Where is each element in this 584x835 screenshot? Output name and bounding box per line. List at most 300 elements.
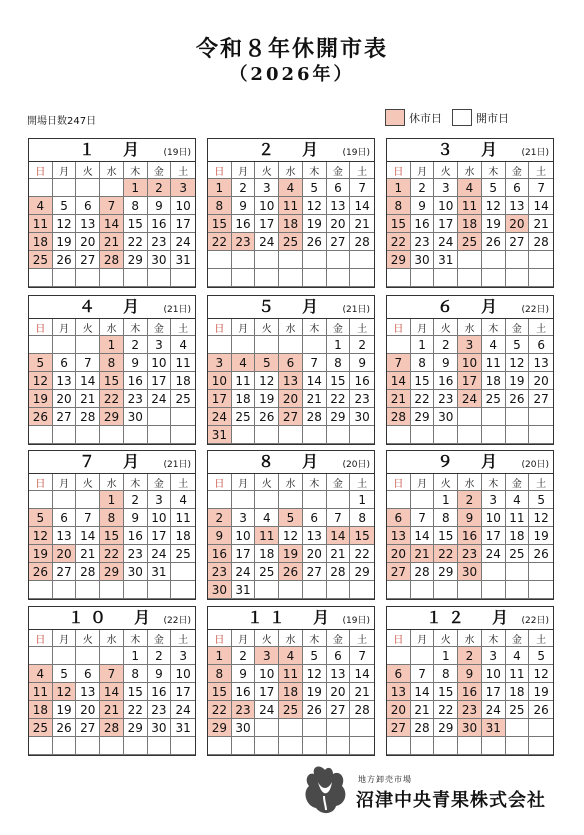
day-cell: 17 [171,683,195,701]
weekday-header: 木 [482,630,506,647]
day-cell: 26 [53,719,77,737]
day-cell: 9 [208,527,232,545]
day-cell: 6 [76,197,100,215]
day-cell: 18 [506,527,530,545]
day-cell: 14 [327,527,351,545]
empty-cell [506,426,530,444]
day-cell: 30 [208,581,232,599]
day-cell: 24 [171,701,195,719]
day-cell: 4 [255,509,279,527]
day-cell: 17 [434,215,458,233]
weekday-header: 月 [53,474,77,491]
month-header [208,451,374,474]
month-open-count: (21日) [163,460,191,470]
day-cell: 30 [434,408,458,426]
day-cell: 15 [434,527,458,545]
day-cell: 1 [124,647,148,665]
day-cell: 27 [76,251,100,269]
weekday-header: 土 [529,474,553,491]
day-cell: 25 [29,251,53,269]
empty-cell [279,581,303,599]
day-cell: 12 [482,197,506,215]
day-cell: 28 [411,719,435,737]
weekday-header: 水 [100,630,124,647]
empty-cell [76,426,100,444]
weekday-header: 火 [434,474,458,491]
day-cell: 10 [171,665,195,683]
day-cell: 4 [171,491,195,509]
day-cell: 15 [350,527,374,545]
day-cell: 6 [53,509,77,527]
weekday-header: 金 [506,319,530,336]
day-cell: 13 [76,683,100,701]
day-cell: 11 [458,197,482,215]
weekday-header: 日 [387,630,411,647]
day-cell: 1 [327,336,351,354]
day-cell: 11 [255,527,279,545]
month-name: １２ 月 [425,608,514,627]
month-open-count: (19日) [342,616,370,626]
weekday-header: 土 [529,630,553,647]
month-name: １１ 月 [246,608,335,627]
empty-cell [232,491,256,509]
day-cell: 2 [124,491,148,509]
empty-cell [148,737,172,755]
day-cell: 3 [482,491,506,509]
weekday-header: 月 [411,162,435,179]
day-cell: 18 [171,527,195,545]
day-cell: 8 [434,509,458,527]
day-cell: 1 [411,336,435,354]
day-cell: 27 [387,563,411,581]
day-cell: 13 [506,197,530,215]
day-cell: 6 [76,665,100,683]
day-cell: 10 [434,197,458,215]
empty-cell [458,426,482,444]
day-cell: 19 [29,390,53,408]
day-cell: 30 [124,563,148,581]
day-cell: 11 [279,665,303,683]
month-calendar [28,295,196,445]
month-name: ３ 月 [436,140,503,159]
weekday-header: 木 [124,474,148,491]
day-cell: 8 [327,354,351,372]
month-open-count: (21日) [521,148,549,158]
day-cell: 13 [387,527,411,545]
day-cell: 5 [506,336,530,354]
month-name: ９ 月 [436,452,503,471]
day-cell: 16 [434,372,458,390]
empty-cell [411,647,435,665]
empty-cell [458,251,482,269]
empty-cell [53,737,77,755]
day-cell: 28 [303,408,327,426]
weekday-header: 土 [171,162,195,179]
day-cell: 2 [458,647,482,665]
day-cell: 29 [434,719,458,737]
day-cell: 25 [171,545,195,563]
empty-cell [279,426,303,444]
day-cell: 21 [529,215,553,233]
day-cell: 11 [171,509,195,527]
day-cell: 25 [171,390,195,408]
day-cell: 1 [434,647,458,665]
day-cell: 7 [327,509,351,527]
day-cell: 12 [255,372,279,390]
empty-cell [387,269,411,287]
empty-cell [171,581,195,599]
month-header [29,607,195,630]
month-calendar [386,450,554,600]
month-name: ４ 月 [78,297,145,316]
day-cell: 12 [506,354,530,372]
day-cell: 21 [411,545,435,563]
day-cell: 4 [458,179,482,197]
day-cell: 12 [529,665,553,683]
empty-cell [29,647,53,665]
day-cell: 28 [100,251,124,269]
day-cell: 15 [208,683,232,701]
day-cell: 23 [148,701,172,719]
day-cell: 4 [482,336,506,354]
weekday-header: 金 [506,474,530,491]
day-cell: 16 [148,683,172,701]
day-cell: 5 [29,354,53,372]
empty-cell [434,581,458,599]
empty-cell [171,737,195,755]
day-cell: 13 [387,683,411,701]
empty-cell [255,581,279,599]
day-cell: 29 [327,408,351,426]
day-cell: 31 [434,251,458,269]
page-subtitle: （2026年） [229,64,355,85]
day-cell: 9 [458,665,482,683]
day-cell: 20 [327,683,351,701]
empty-cell [148,269,172,287]
weekday-header: 水 [458,474,482,491]
day-cell: 22 [100,390,124,408]
day-cell: 18 [458,215,482,233]
day-cell: 29 [434,563,458,581]
day-cell: 28 [327,563,351,581]
weekday-header: 水 [458,162,482,179]
day-cell: 6 [529,336,553,354]
month-header [387,296,553,319]
day-cell: 2 [148,647,172,665]
day-cell: 16 [411,215,435,233]
weekday-header: 火 [434,162,458,179]
day-cell: 26 [529,701,553,719]
day-cell: 12 [53,215,77,233]
day-cell: 23 [208,563,232,581]
weekday-header: 火 [76,630,100,647]
day-cell: 6 [53,354,77,372]
day-cell: 29 [411,408,435,426]
day-cell: 25 [482,390,506,408]
day-cell: 13 [327,197,351,215]
empty-cell [506,269,530,287]
empty-cell [29,491,53,509]
empty-cell [529,251,553,269]
day-cell: 14 [303,372,327,390]
day-cell: 15 [411,372,435,390]
weekday-header: 木 [303,630,327,647]
empty-cell [411,491,435,509]
day-cell: 18 [171,372,195,390]
empty-cell [506,581,530,599]
empty-cell [303,426,327,444]
day-cell: 24 [458,390,482,408]
empty-cell [482,426,506,444]
month-header [387,139,553,162]
month-header [29,139,195,162]
month-calendar [207,606,375,756]
open-day-swatch [452,109,472,126]
empty-cell [350,426,374,444]
day-cell: 31 [232,581,256,599]
day-cell: 6 [506,179,530,197]
month-header [208,607,374,630]
day-cell: 21 [387,390,411,408]
day-cell: 1 [434,491,458,509]
day-cell: 20 [76,701,100,719]
empty-cell [434,737,458,755]
empty-cell [350,719,374,737]
empty-cell [529,719,553,737]
empty-cell [255,336,279,354]
empty-cell [100,179,124,197]
day-cell: 6 [279,354,303,372]
day-cell: 14 [529,197,553,215]
month-open-count: (22日) [521,305,549,315]
day-cell: 15 [124,683,148,701]
day-cell: 3 [255,179,279,197]
empty-cell [529,426,553,444]
day-cell: 27 [327,701,351,719]
day-cell: 26 [29,408,53,426]
day-cell: 27 [387,719,411,737]
day-cell: 25 [232,408,256,426]
weekday-header: 日 [29,630,53,647]
day-cell: 1 [350,491,374,509]
empty-cell [53,491,77,509]
empty-cell [529,269,553,287]
day-cell: 13 [327,665,351,683]
day-cell: 1 [100,336,124,354]
day-cell: 2 [411,179,435,197]
day-cell: 5 [53,665,77,683]
day-cell: 9 [350,354,374,372]
day-cell: 5 [53,197,77,215]
empty-cell [171,269,195,287]
weekday-header: 火 [255,162,279,179]
month-open-count: (19日) [163,148,191,158]
weekday-header: 金 [327,319,351,336]
empty-cell [327,251,351,269]
empty-cell [255,426,279,444]
day-cell: 3 [171,179,195,197]
day-cell: 24 [482,701,506,719]
day-cell: 21 [350,215,374,233]
day-cell: 25 [279,233,303,251]
empty-cell [100,269,124,287]
day-cell: 10 [148,509,172,527]
day-cell: 13 [76,215,100,233]
empty-cell [208,737,232,755]
day-cell: 15 [387,215,411,233]
weekday-header: 火 [434,319,458,336]
empty-cell [350,737,374,755]
day-cell: 4 [232,354,256,372]
empty-cell [29,336,53,354]
day-cell: 26 [303,233,327,251]
weekday-header: 金 [506,162,530,179]
day-cell: 6 [327,647,351,665]
day-cell: 26 [482,233,506,251]
day-cell: 4 [506,647,530,665]
month-header [208,139,374,162]
day-cell: 1 [208,647,232,665]
day-cell: 11 [29,683,53,701]
empty-cell [76,179,100,197]
day-cell: 22 [124,233,148,251]
day-cell: 23 [458,545,482,563]
day-cell: 19 [53,701,77,719]
day-cell: 25 [29,719,53,737]
day-cell: 3 [482,647,506,665]
day-cell: 9 [148,665,172,683]
empty-cell [124,581,148,599]
day-cell: 7 [100,197,124,215]
day-cell: 26 [29,563,53,581]
weekday-header: 木 [124,162,148,179]
day-cell: 20 [303,545,327,563]
day-cell: 27 [303,563,327,581]
day-cell: 30 [148,251,172,269]
empty-cell [171,408,195,426]
day-cell: 12 [303,665,327,683]
weekday-header: 木 [124,630,148,647]
month-name: ６ 月 [436,297,503,316]
day-cell: 22 [100,545,124,563]
weekday-header: 木 [303,162,327,179]
weekday-header: 土 [171,474,195,491]
day-cell: 13 [53,372,77,390]
empty-cell [53,647,77,665]
empty-cell [303,719,327,737]
empty-cell [458,581,482,599]
day-cell: 10 [255,197,279,215]
day-cell: 22 [208,701,232,719]
day-cell: 21 [411,701,435,719]
empty-cell [232,737,256,755]
day-cell: 26 [279,563,303,581]
weekday-header: 水 [458,319,482,336]
empty-cell [529,737,553,755]
month-name: ２ 月 [257,140,324,159]
day-cell: 23 [232,701,256,719]
day-cell: 26 [303,701,327,719]
day-cell: 31 [208,426,232,444]
empty-cell [76,581,100,599]
day-cell: 2 [350,336,374,354]
weekday-header: 金 [327,630,351,647]
month-calendar [386,606,554,756]
day-cell: 16 [350,372,374,390]
day-cell: 15 [100,527,124,545]
day-cell: 7 [350,179,374,197]
day-cell: 17 [255,215,279,233]
empty-cell [208,251,232,269]
day-cell: 20 [53,545,77,563]
weekday-header: 水 [279,319,303,336]
day-cell: 30 [458,719,482,737]
day-cell: 29 [350,563,374,581]
day-cell: 20 [529,372,553,390]
weekday-header: 日 [29,474,53,491]
day-cell: 23 [124,390,148,408]
empty-cell [255,719,279,737]
empty-cell [529,408,553,426]
empty-cell [482,408,506,426]
empty-cell [303,251,327,269]
weekday-header: 日 [29,162,53,179]
month-name: ５ 月 [257,297,324,316]
month-calendar [386,295,554,445]
empty-cell [411,269,435,287]
day-cell: 17 [208,390,232,408]
day-cell: 13 [279,372,303,390]
day-cell: 16 [232,683,256,701]
day-cell: 10 [171,197,195,215]
weekday-header: 火 [76,474,100,491]
weekday-header: 日 [387,319,411,336]
day-cell: 19 [482,215,506,233]
weekday-header: 水 [100,162,124,179]
day-cell: 18 [279,683,303,701]
day-cell: 19 [53,233,77,251]
empty-cell [100,581,124,599]
day-cell: 24 [255,701,279,719]
holiday-swatch [385,109,405,126]
empty-cell [279,491,303,509]
day-cell: 20 [506,215,530,233]
day-cell: 30 [458,563,482,581]
day-cell: 16 [458,683,482,701]
day-cell: 3 [148,491,172,509]
day-cell: 22 [327,390,351,408]
empty-cell [482,737,506,755]
day-cell: 15 [124,215,148,233]
day-cell: 9 [124,509,148,527]
month-calendar [207,138,375,288]
day-cell: 19 [303,215,327,233]
day-cell: 9 [148,197,172,215]
day-cell: 1 [124,179,148,197]
weekday-header: 月 [232,319,256,336]
day-cell: 31 [171,719,195,737]
empty-cell [53,179,77,197]
empty-cell [387,737,411,755]
day-cell: 20 [387,701,411,719]
day-cell: 17 [482,527,506,545]
day-cell: 23 [458,701,482,719]
day-cell: 19 [529,527,553,545]
empty-cell [171,563,195,581]
month-calendar [28,450,196,600]
day-cell: 4 [506,491,530,509]
day-cell: 29 [387,251,411,269]
